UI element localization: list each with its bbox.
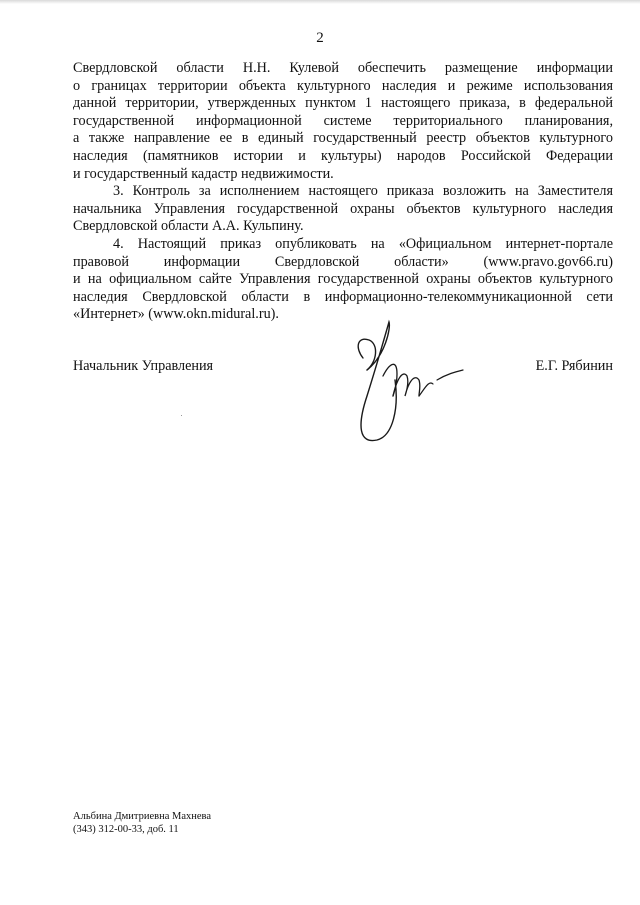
text-line: о границах территории объекта культурного наследия и режиме использования [73, 77, 613, 94]
text-line: данной территории, утвержденных пунктом 1 настоящего приказа, в федеральной [73, 95, 613, 112]
executor-footer [73, 810, 211, 836]
text-line: 3. Контроль за исполнением настоящего приказа возложить на Заместителя [113, 183, 613, 200]
text-line: правовой информации Свердловской области» (www.pravo.gov66.ru) [73, 253, 613, 270]
text-line: «Интернет» (www.okn.midural.ru). [73, 306, 279, 323]
text-line: а также направление ее в единый государственный реестр объектов культурного [73, 130, 613, 147]
text-line: и государственный кадастр недвижимости. [73, 165, 334, 182]
text-line: Свердловской области А.А. Кульпину. [73, 218, 304, 235]
text-line: Свердловской области Н.Н. Кулевой обеспечить размещение информации [73, 60, 613, 76]
executor-name: Альбина Дмитриевна Махнева [73, 811, 212, 822]
executor-phone: (343) 312-00-33, доб. 11 [73, 824, 179, 835]
text-line: начальника Управления государственной охраны объектов культурного наследия [73, 200, 613, 217]
signatory-name: Е.Г. Рябинин [535, 358, 613, 374]
document-body [73, 60, 613, 324]
page-number: 2 [316, 30, 324, 46]
text-line: наследия (памятников истории и культуры) народов Российской Федерации [73, 147, 613, 164]
scan-speck [181, 415, 182, 416]
scan-edge [0, 0, 640, 4]
text-line: наследия Свердловской области в информационно-телекоммуникационной сети [73, 288, 613, 305]
text-line: государственной информационной системе территориального планирования, [73, 112, 613, 129]
signatory-title: Начальник Управления [73, 358, 214, 374]
text-line: и на официальном сайте Управления государственной охраны объектов культурного [73, 271, 613, 288]
handwritten-signature [345, 318, 475, 453]
text-line: 4. Настоящий приказ опубликовать на «Официальном интернет-портале [113, 235, 613, 252]
